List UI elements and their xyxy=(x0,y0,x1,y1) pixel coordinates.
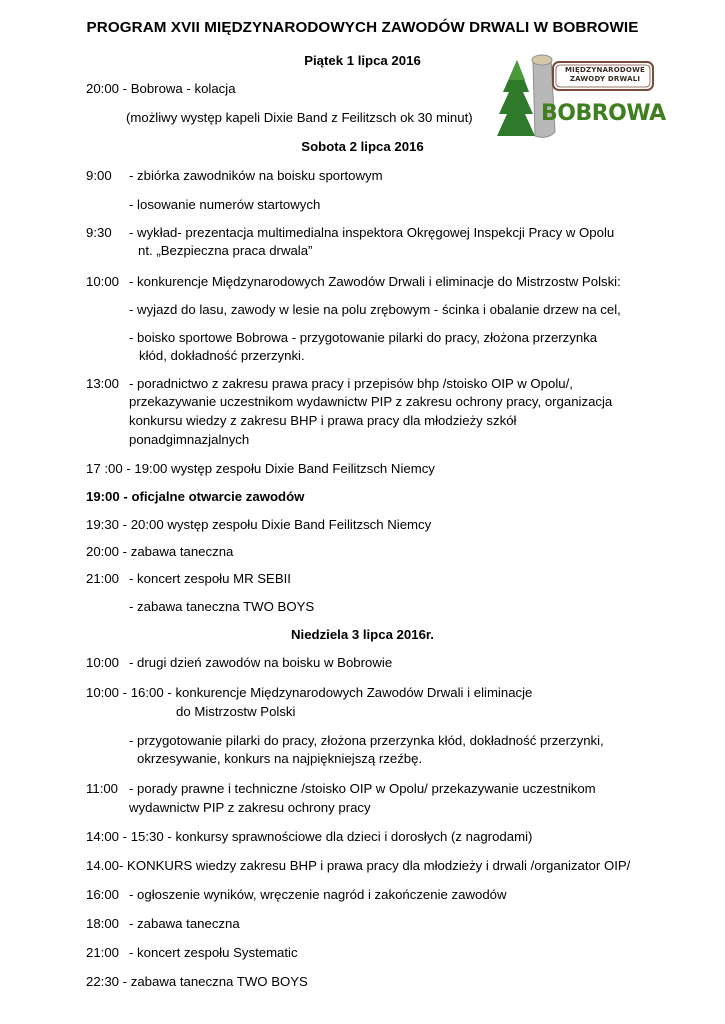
schedule-continuation: do Mistrzostw Polski xyxy=(176,704,296,719)
friday-note: (możliwy występ kapeli Dixie Band z Feilitzsch ok 30 minut) xyxy=(126,110,473,125)
item-time: 13:00 xyxy=(86,376,120,391)
schedule-item xyxy=(86,166,383,185)
schedule-continuation: przekazywanie uczestnikom wydawnictw PIP z zakresu ochrony pracy, organizacja xyxy=(129,394,613,409)
schedule-item xyxy=(86,374,573,393)
item-text: - wykład- prezentacja multimedialna inspektora Okręgowej Inspekcji Pracy w Opolu xyxy=(129,225,615,240)
page-title: PROGRAM XVII MIĘDZYNARODOWYCH ZAWODÓW DRWALI W BOBROWIE xyxy=(86,19,639,36)
schedule-item: 20:00 - zabawa taneczna xyxy=(86,544,234,559)
schedule-item: 22:30 - zabawa taneczna TWO BOYS xyxy=(86,974,308,989)
schedule-item xyxy=(86,653,392,672)
item-text: - konkurencje Międzynarodowych Zawodów Drwali i eliminacje do Mistrzostw Polski: xyxy=(129,274,621,289)
schedule-continuation: nt. „Bezpieczna praca drwala” xyxy=(138,243,313,258)
schedule-item-opening: 19:00 - oficjalne otwarcie zawodów xyxy=(86,489,305,504)
schedule-continuation: kłód, dokładność przerzynki. xyxy=(139,348,305,363)
schedule-continuation: konkursu wiedzy z zakresu BHP i prawa pracy dla młodzieży szkół xyxy=(129,413,517,428)
item-time: 10:00 xyxy=(86,274,120,289)
schedule-continuation: wydawnictw PIP z zakresu ochrony pracy xyxy=(129,800,371,815)
schedule-continuation: okrzesywanie, konkurs na najpiękniejszą rzeźbę. xyxy=(137,751,423,766)
item-text: - zbiórka zawodników na boisku sportowym xyxy=(129,168,383,183)
item-text: - ogłoszenie wyników, wręczenie nagród i zakończenie zawodów xyxy=(129,887,507,902)
schedule-item: 19:30 - 20:00 występ zespołu Dixie Band Feilitzsch Niemcy xyxy=(86,517,432,532)
day-heading-saturday: Sobota 2 lipca 2016 xyxy=(301,139,424,154)
schedule-continuation: ponadgimnazjalnych xyxy=(129,432,250,447)
schedule-item xyxy=(86,223,614,242)
schedule-subitem: - boisko sportowe Bobrowa - przygotowanie pilarki do pracy, złożona przerzynka xyxy=(129,330,598,345)
item-time: 9:30 xyxy=(86,225,112,240)
item-text: - koncert zespołu Systematic xyxy=(129,945,298,960)
item-time: 16:00 xyxy=(86,887,120,902)
friday-item: 20:00 - Bobrowa - kolacja xyxy=(86,81,236,96)
schedule-item: 10:00 - 16:00 - konkurencje Międzynarodowych Zawodów Drwali i eliminacje xyxy=(86,685,533,700)
item-text: - zabawa taneczna xyxy=(129,916,240,931)
item-time: 18:00 xyxy=(86,916,120,931)
item-time: 10:00 xyxy=(86,655,120,670)
schedule-item xyxy=(86,569,291,588)
schedule-subitem: - losowanie numerów startowych xyxy=(129,197,321,212)
day-heading-friday: Piątek 1 lipca 2016 xyxy=(304,53,421,68)
schedule-subitem: - zabawa taneczna TWO BOYS xyxy=(129,599,315,614)
schedule-subitem: - wyjazd do lasu, zawody w lesie na polu zrębowym - ścinka i obalanie drzew na cel, xyxy=(129,302,621,317)
schedule-item xyxy=(86,779,596,798)
item-time: 9:00 xyxy=(86,168,112,183)
logo-line1: MIĘDZYNARODOWE xyxy=(565,66,645,74)
schedule-item: 17 :00 - 19:00 występ zespołu Dixie Band Feilitzsch Niemcy xyxy=(86,461,435,476)
day-heading-sunday: Niedziela 3 lipca 2016r. xyxy=(291,627,434,642)
schedule-item: 14.00- KONKURS wiedzy zakresu BHP i prawa pracy dla młodzieży i drwali /organizator OIP/ xyxy=(86,858,631,873)
item-time: 21:00 xyxy=(86,945,120,960)
logo-line2: ZAWODY DRWALI xyxy=(569,75,641,83)
item-text: - koncert zespołu MR SEBII xyxy=(129,571,291,586)
schedule-item xyxy=(86,885,507,904)
item-time: 11:00 xyxy=(86,781,119,796)
schedule-item: 14:00 - 15:30 - konkursy sprawnościowe dla dzieci i dorosłych (z nagrodami) xyxy=(86,829,533,844)
item-text: - porady prawne i techniczne /stoisko OIP w Opolu/ przekazywanie uczestnikom xyxy=(129,781,596,796)
schedule-subitem: - przygotowanie pilarki do pracy, złożona przerzynka kłód, dokładność przerzynki, xyxy=(129,733,604,748)
schedule-item xyxy=(86,272,621,291)
schedule-item xyxy=(86,943,298,962)
logo-name: BOBROWA xyxy=(541,101,666,126)
schedule-item xyxy=(86,914,240,933)
item-text: - drugi dzień zawodów na boisku w Bobrowie xyxy=(129,655,393,670)
item-text: - poradnictwo z zakresu prawa pracy i przepisów bhp /stoisko OIP w Opolu/, xyxy=(129,376,573,391)
item-time: 21:00 xyxy=(86,571,120,586)
